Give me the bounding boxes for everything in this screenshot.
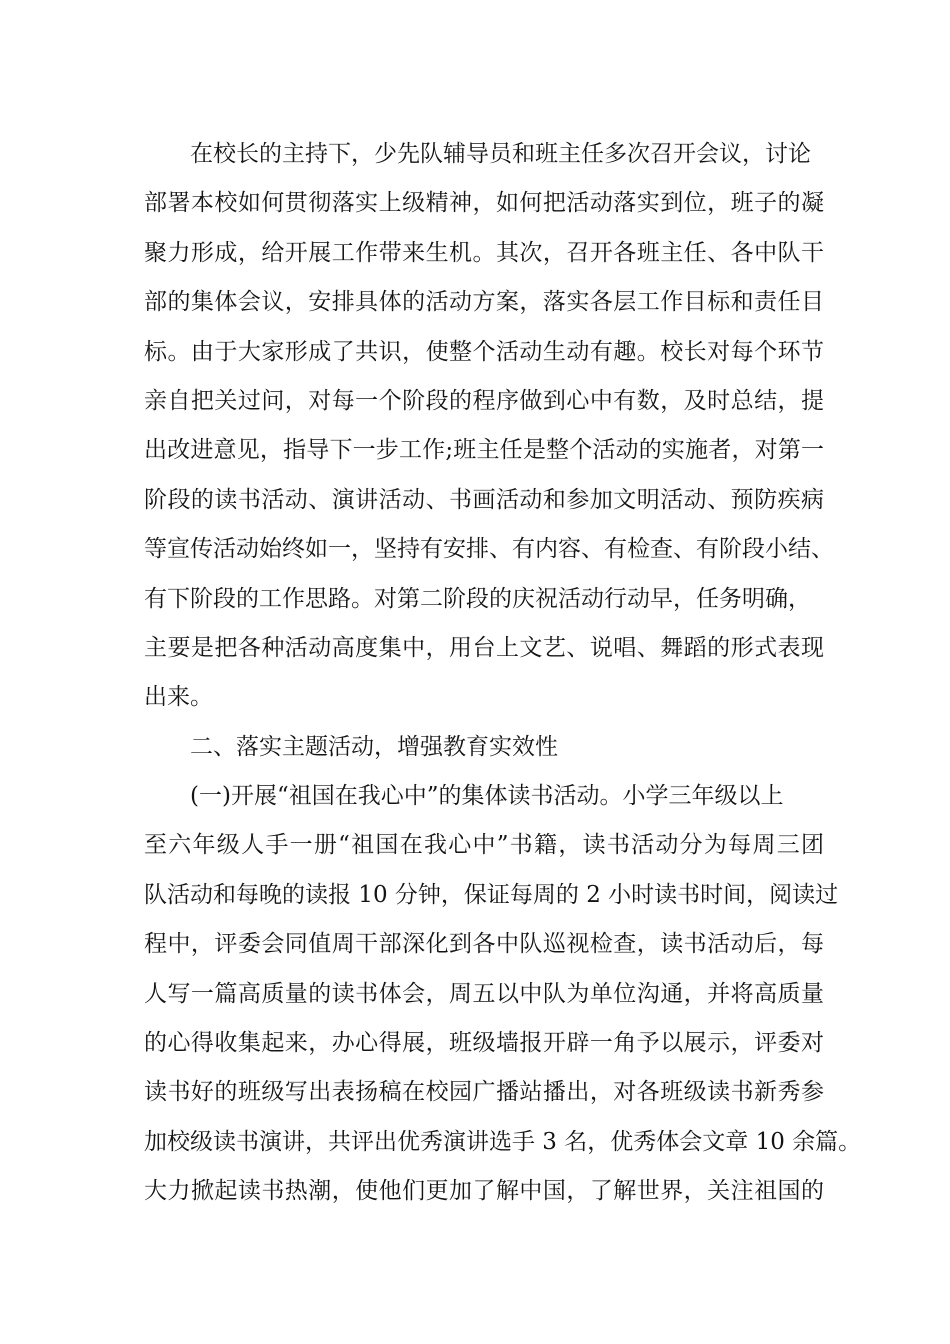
paragraph-2-line-5: 人写一篇高质量的读书体会，周五以中队为单位沟通，并将高质量 bbox=[144, 980, 824, 1007]
paragraph-2-line-7: 读书好的班级写出表扬稿在校园广播站播出，对各班级读书新秀参 bbox=[144, 1079, 824, 1106]
paragraph-1-line-6: 亲自把关过问，对每一个阶段的程序做到心中有数，及时总结，提 bbox=[144, 387, 824, 414]
paragraph-2-line-1: (一)开展“祖国在我心中”的集体读书活动。小学三年级以上 bbox=[190, 783, 784, 810]
paragraph-1-line-12: 出来。 bbox=[144, 684, 213, 711]
paragraph-1-line-10: 有下阶段的工作思路。对第二阶段的庆祝活动行动早，任务明确， bbox=[144, 585, 811, 612]
paragraph-1-line-5: 标。由于大家形成了共识，使整个活动生动有趣。校长对每个环节 bbox=[144, 338, 824, 365]
paragraph-2-line-8: 加校级读书演讲，共评出优秀演讲选手 3 名，优秀体会文章 10 余篇。 bbox=[144, 1128, 862, 1155]
paragraph-1-line-1: 在校长的主持下，少先队辅导员和班主任多次召开会议，讨论 bbox=[190, 141, 811, 167]
paragraph-1-line-9: 等宣传活动始终如一，坚持有安排、有内容、有检查、有阶段小结、 bbox=[144, 536, 834, 563]
paragraph-1-line-8: 阶段的读书活动、演讲活动、书画活动和参加文明活动、预防疾病 bbox=[144, 486, 824, 513]
paragraph-2-line-6: 的心得收集起来，办心得展，班级墙报开辟一角予以展示，评委对 bbox=[144, 1030, 824, 1057]
paragraph-1-line-3: 聚力形成，给开展工作带来生机。其次，召开各班主任、各中队干 bbox=[144, 239, 824, 266]
paragraph-1-line-7: 出改进意见，指导下一步工作;班主任是整个活动的实施者，对第一 bbox=[144, 437, 824, 464]
paragraph-2-line-2: 至六年级人手一册“祖国在我心中”书籍，读书活动分为每周三团 bbox=[144, 832, 824, 859]
paragraph-1-line-11: 主要是把各种活动高度集中，用台上文艺、说唱、舞蹈的形式表现 bbox=[144, 634, 824, 661]
body-text bbox=[144, 130, 862, 1217]
paragraph-1-line-2: 部署本校如何贯彻落实上级精神，如何把活动落实到位，班子的凝 bbox=[144, 190, 824, 217]
section-heading: 二、落实主题活动，增强教育实效性 bbox=[190, 733, 558, 760]
paragraph-2-line-9: 大力掀起读书热潮，使他们更加了解中国，了解世界，关注祖国的 bbox=[144, 1178, 824, 1205]
paragraph-2-line-4: 程中，评委会同值周干部深化到各中队巡视检查，读书活动后，每 bbox=[144, 931, 824, 958]
paragraph-2-line-3: 队活动和每晚的读报 10 分钟，保证每周的 2 小时读书时间，阅读过 bbox=[144, 881, 839, 908]
paragraph-1-line-4: 部的集体会议，安排具体的活动方案，落实各层工作目标和责任目 bbox=[144, 289, 824, 316]
